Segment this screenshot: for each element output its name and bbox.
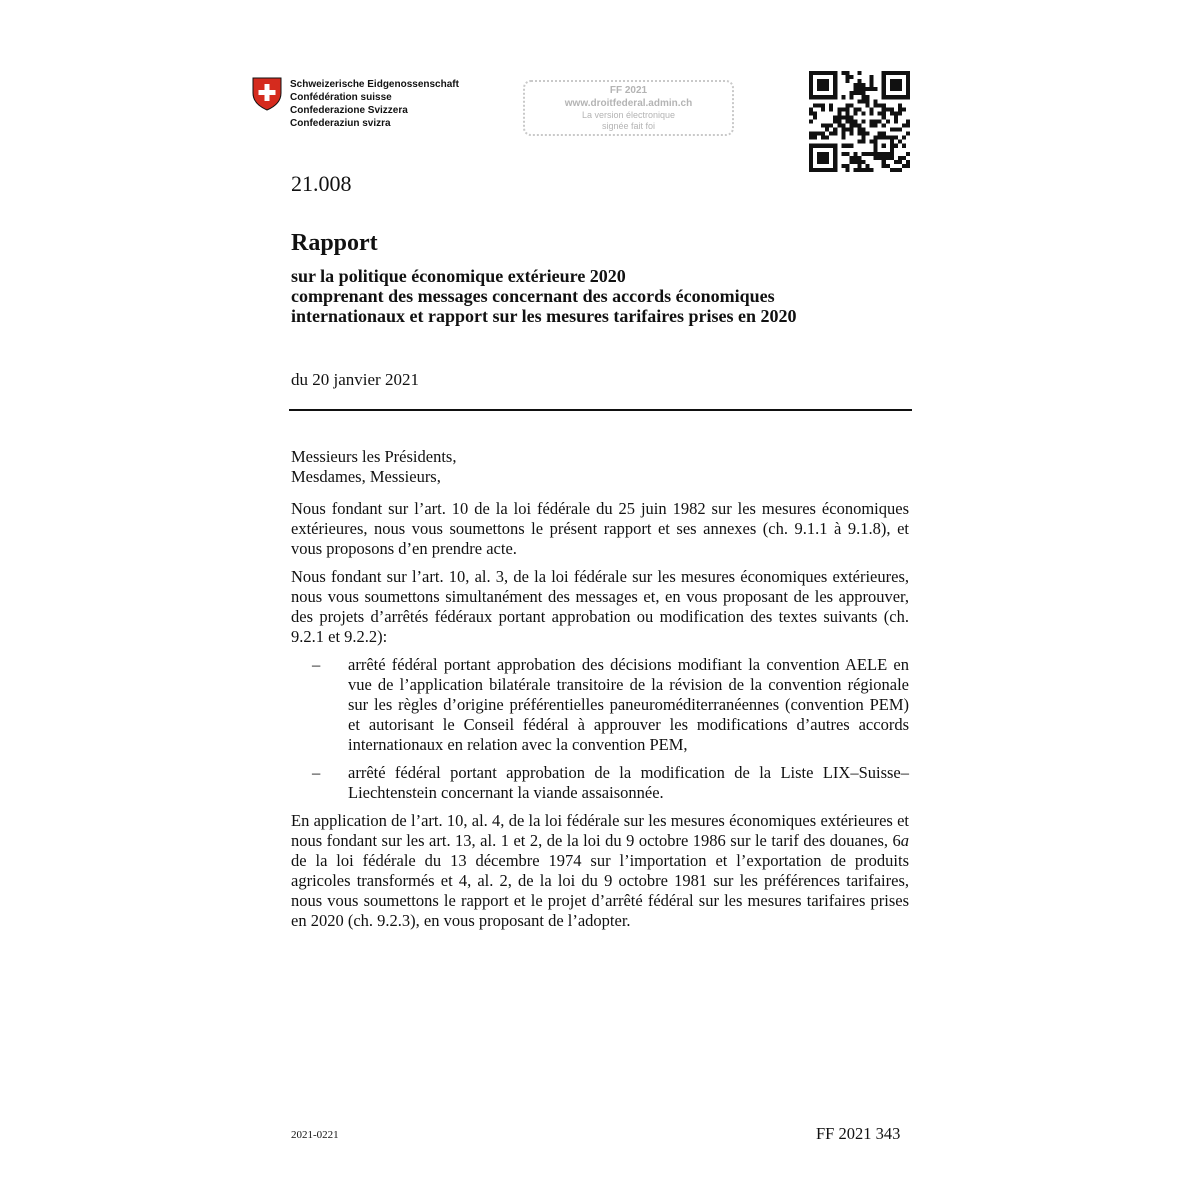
- bullet-list: [291, 655, 909, 803]
- confederation-name-rm: Confederaziun svizra: [290, 118, 391, 129]
- salutation-line-1: Messieurs les Présidents,: [291, 447, 457, 466]
- stamp-line-4: signée fait foi: [601, 121, 656, 131]
- stamp-line-2: www.droitfederal.admin.ch: [564, 98, 693, 109]
- confederation-name-de: Schweizerische Eidgenossenschaft: [290, 79, 459, 90]
- salutation-line-2: Mesdames, Messieurs,: [291, 467, 441, 486]
- paragraph-3-italic: a: [900, 831, 909, 850]
- list-item: [291, 763, 909, 803]
- bullet-dash: –: [312, 655, 321, 674]
- subtitle-line-1: sur la politique économique extérieure 2020: [291, 266, 626, 286]
- document-subtitle: [291, 266, 796, 326]
- list-item-text: arrêté fédéral portant approbation de la modification de la Liste LIX–Suisse–Liechtenstein concernant la viande assaisonnée.: [348, 763, 909, 802]
- official-publication-stamp: [523, 80, 734, 136]
- paragraph-2: Nous fondant sur l’art. 10, al. 3, de la loi fédérale sur les mesures économiques extérieures, nous vous soumettons simultanément des messages et, en vous proposant de les approuver, des projets d’arrêtés fédéraux portant approbation ou modification des textes suivants (ch. 9.2.1 et 9.2.2):: [291, 567, 909, 646]
- document-date: du 20 janvier 2021: [291, 370, 419, 389]
- header-divider: [289, 409, 912, 411]
- list-item-text: arrêté fédéral portant approbation des décisions modifiant la convention AELE en vue de l’application bilatérale transitoire de la révision de la convention régionale sur les règles d’origine préférentielles paneuroméditerranéennes (convention PEM) et autorisant le Conseil fédéral à approuver les modifications d’autres accords internationaux en relation avec la convention PEM,: [348, 655, 909, 754]
- salutation: [291, 447, 909, 487]
- paragraph-3-part-2: de la loi fédérale du 13 décembre 1974 sur l’importation et l’exportation de produits agricoles transformés et 4, al. 2, de la loi du 9 octobre 1981 sur les préférences tarifaires, nous vous soumettons le rapport et le projet d’arrêté fédéral sur les mesures tarifaires prises en 2020 (ch. 9.2.3), en vous proposant de l’adopter.: [291, 851, 909, 930]
- footer-reference: 2021-0221: [291, 1129, 339, 1141]
- footer-page-reference: FF 2021 343: [816, 1124, 901, 1143]
- paragraph-3-part-1: En application de l’art. 10, al. 4, de la loi fédérale sur les mesures économiques extérieures et nous fondant sur les art. 13, al. 1 et 2, de la loi du 9 octobre 1986 sur le tarif des douanes, 6: [291, 811, 909, 850]
- document-title: Rapport: [291, 230, 378, 256]
- paragraph-1: Nous fondant sur l’art. 10 de la loi fédérale du 25 juin 1982 sur les mesures économiques extérieures, nous vous soumettons le présent rapport et ses annexes (ch. 9.1.1 à 9.1.8), et vous proposons d’en prendre acte.: [291, 499, 909, 558]
- subtitle-line-2: comprenant des messages concernant des accords économiques: [291, 286, 775, 306]
- confederation-name-fr: Confédération suisse: [290, 92, 392, 103]
- bullet-dash: –: [312, 763, 321, 782]
- stamp-line-3: La version électronique: [581, 110, 676, 120]
- paragraph-3: [291, 811, 909, 931]
- document-body: [291, 447, 909, 939]
- document-number: 21.008: [291, 171, 352, 196]
- list-item: [291, 655, 909, 755]
- confederation-name-it: Confederazione Svizzera: [290, 105, 408, 116]
- stamp-line-1: FF 2021: [609, 85, 648, 96]
- subtitle-line-3: internationaux et rapport sur les mesures tarifaires prises en 2020: [291, 306, 797, 326]
- swiss-coat-of-arms-icon: [252, 77, 282, 111]
- confederation-names: [290, 78, 459, 130]
- qr-code-icon: [809, 71, 910, 172]
